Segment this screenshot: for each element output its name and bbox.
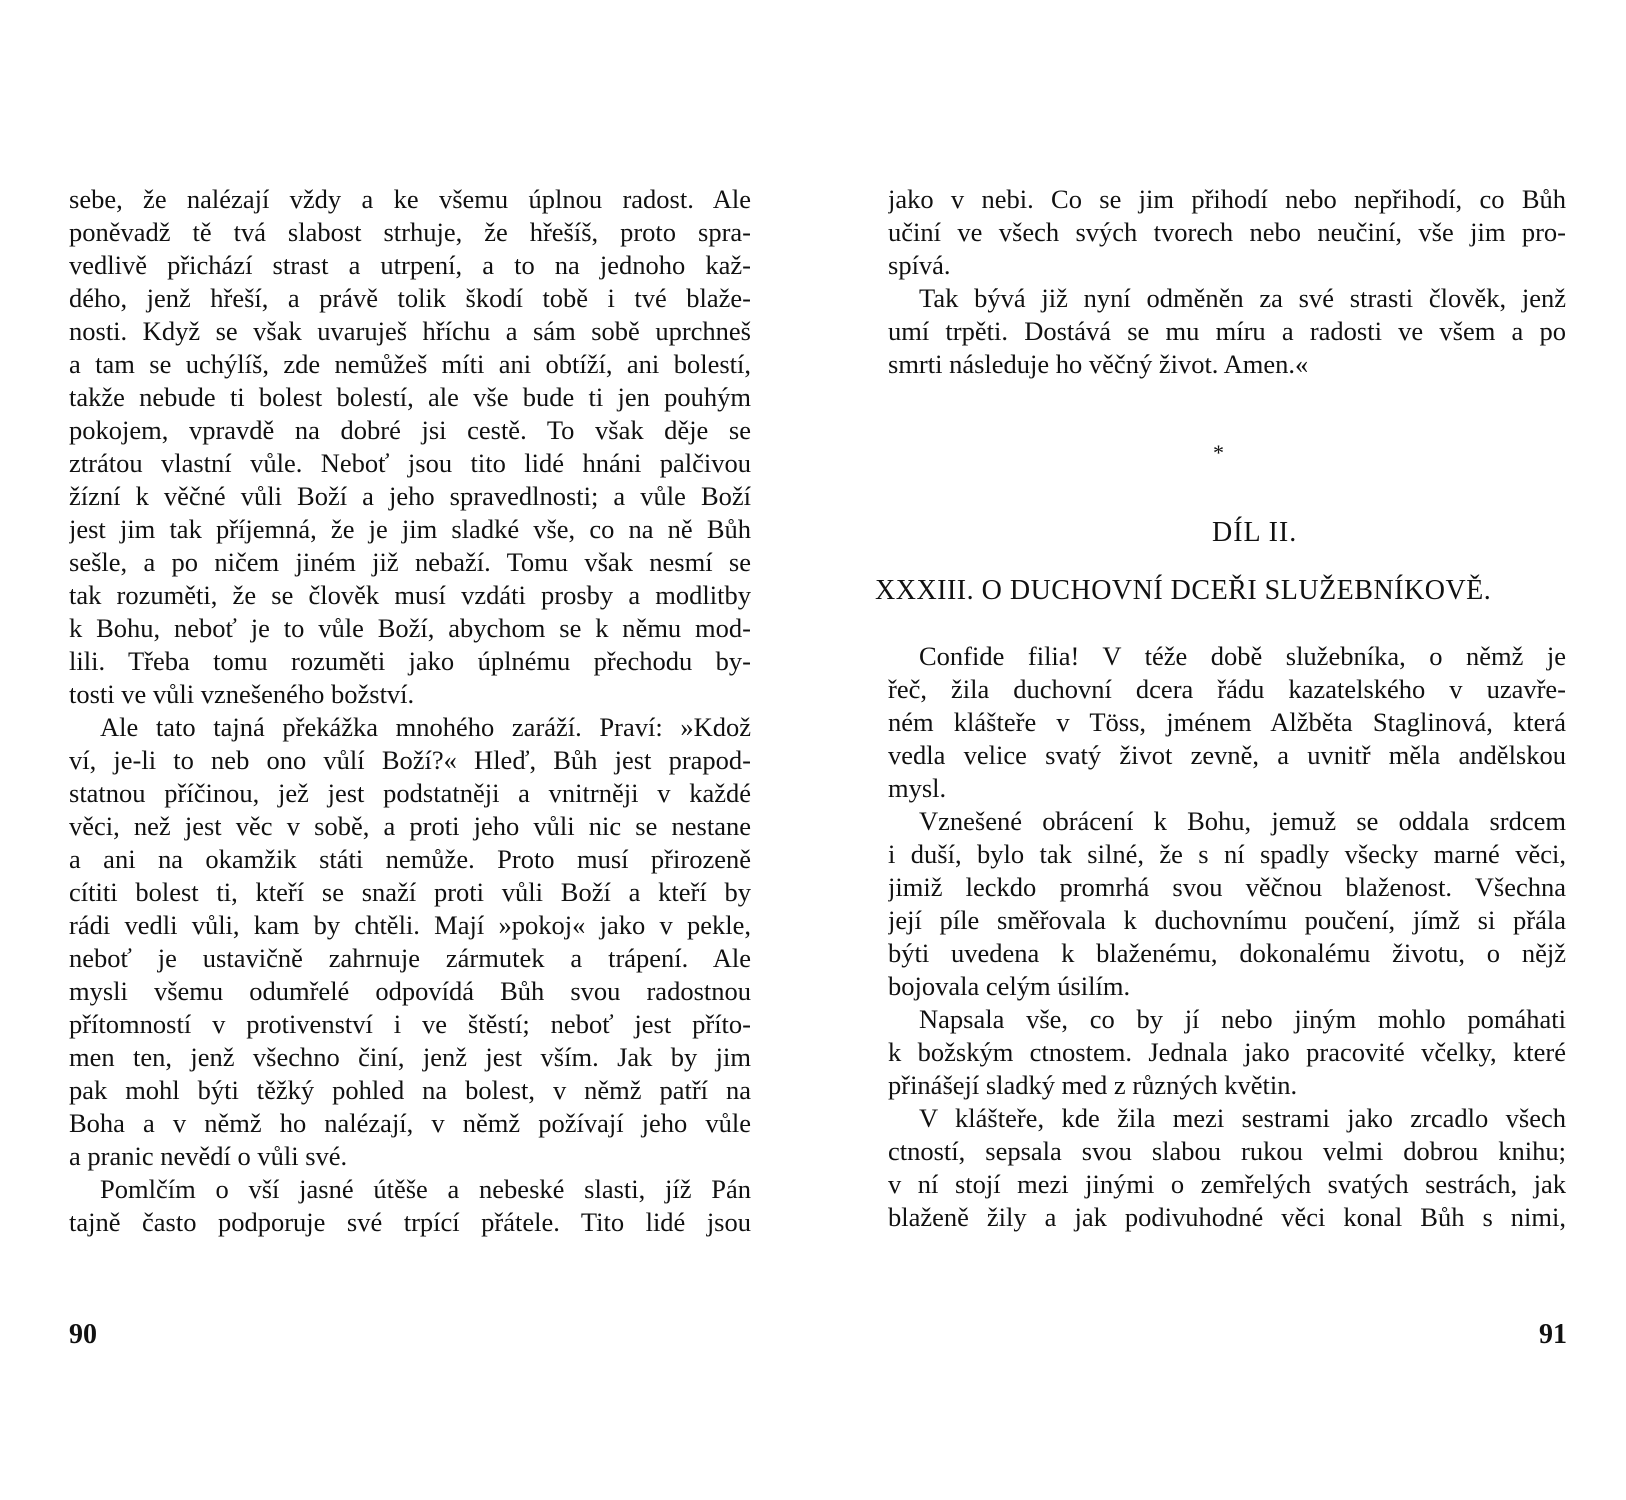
page-number: 91 bbox=[1539, 1319, 1567, 1350]
text-line: Confide filia! V téže době služebníka, o němž je bbox=[919, 641, 1566, 671]
text-line: rádi vedli vůli, kam by chtěli. Mají »pokoj« jako v pekle, bbox=[69, 910, 751, 940]
text-line: Boha a v němž ho nalézají, v němž požívají jeho vůle bbox=[69, 1108, 751, 1138]
text-line: cítiti bolest ti, kteří se snaží proti vůli Boží a kteří by bbox=[69, 877, 751, 907]
text-line: sebe, že nalézají vždy a ke všemu úplnou radost. Ale bbox=[69, 184, 751, 214]
text-line: Tak bývá již nyní odměněn za své strasti člověk, jenž bbox=[919, 283, 1566, 313]
text-line: Ale tato tajná překážka mnohého zaráží. Praví: »Kdož bbox=[100, 712, 751, 742]
text-line: a pranic nevědí o vůli své. bbox=[69, 1141, 348, 1171]
text-line: Vznešené obrácení k Bohu, jemuž se oddala srdcem bbox=[919, 806, 1566, 836]
text-line: tak rozuměti, že se člověk musí vzdáti prosby a modlitby bbox=[69, 580, 751, 610]
text-line: ném klášteře v Töss, jménem Alžběta Staglinová, která bbox=[888, 707, 1566, 737]
text-line: neboť je ustavičně zahrnuje zármutek a trápení. Ale bbox=[69, 943, 751, 973]
text-line: ví, je-li to neb ono vůlí Boží?« Hleď, Bůh jest prapod- bbox=[69, 745, 751, 775]
text-line: učiní ve všech svých tvorech nebo neučiní, vše jim pro- bbox=[888, 217, 1566, 247]
text-line: smrti následuje ho věčný život. Amen.« bbox=[888, 349, 1309, 379]
text-line: mysli všemu odumřelé odpovídá Bůh svou radostnou bbox=[69, 976, 751, 1006]
text-line: dého, jenž hřeší, a právě tolik škodí tobě i tvé blaže- bbox=[69, 283, 751, 313]
text-line: i duší, bylo tak silné, že s ní spadly všecky marné věci, bbox=[888, 839, 1566, 869]
section-ornament: * bbox=[1213, 440, 1224, 465]
part-heading: DÍL II. bbox=[1212, 517, 1298, 548]
text-line: poněvadž tě tvá slabost strhuje, že hřešíš, proto spra- bbox=[69, 217, 751, 247]
text-line: V klášteře, kde žila mezi sestrami jako zrcadlo všech bbox=[919, 1103, 1566, 1133]
text-line: pokojem, vpravdě na dobré jsi cestě. To však děje se bbox=[69, 415, 751, 445]
text-line: Napsala vše, co by jí nebo jiným mohlo pomáhati bbox=[919, 1004, 1566, 1034]
text-line: statnou příčinou, jež jest podstatněji a vnitrněji v každé bbox=[69, 778, 751, 808]
text-line: a tam se uchýlíš, zde nemůžeš míti ani obtíží, ani bolestí, bbox=[69, 349, 751, 379]
text-line: přinášejí sladký med z různých květin. bbox=[888, 1070, 1298, 1100]
text-line: přítomností v protivenství i ve štěstí; neboť jest příto- bbox=[69, 1009, 751, 1039]
text-line: umí trpěti. Dostává se mu míru a radosti ve všem a po bbox=[888, 316, 1566, 346]
text-line: ctností, sepsala svou slabou rukou velmi dobrou knihu; bbox=[888, 1136, 1566, 1166]
text-line: nosti. Když se však uvaruješ hříchu a sám sobě uprchneš bbox=[69, 316, 751, 346]
text-line: Pomlčím o vší jasné útěše a nebeské slasti, jíž Pán bbox=[100, 1174, 751, 1204]
text-line: řeč, žila duchovní dcera řádu kazatelského v uzavře- bbox=[888, 674, 1566, 704]
text-line: a ani na okamžik státi nemůže. Proto musí přirozeně bbox=[69, 844, 751, 874]
text-line: lili. Třeba tomu rozuměti jako úplnému přechodu by- bbox=[69, 646, 751, 676]
text-line: ztrátou vlastní vůle. Neboť jsou tito lidé hnáni palčivou bbox=[69, 448, 751, 478]
text-line: blaženě žily a jak podivuhodné věci konal Bůh s nimi, bbox=[888, 1202, 1566, 1232]
text-line: v ní stojí mezi jinými o zemřelých svatých sestrách, jak bbox=[888, 1169, 1566, 1199]
text-line: pak mohl býti těžký pohled na bolest, v němž patří na bbox=[69, 1075, 751, 1105]
text-line: tajně často podporuje své trpící přátele. Tito lidé jsou bbox=[69, 1207, 751, 1237]
page-number: 90 bbox=[69, 1319, 97, 1350]
right-page bbox=[813, 0, 1626, 1500]
text-line: takže nebude ti bolest bolestí, ale vše bude ti jen pouhým bbox=[69, 382, 751, 412]
text-line: jako v nebi. Co se jim přihodí nebo nepřihodí, co Bůh bbox=[888, 184, 1566, 214]
text-line: mysl. bbox=[888, 773, 947, 803]
text-line: vedla velice svatý život zevně, a uvnitř měla andělskou bbox=[888, 740, 1566, 770]
text-line: jimiž leckdo promrhá svou věčnou blaženost. Všechna bbox=[888, 872, 1566, 902]
text-line: bojovala celým úsilím. bbox=[888, 971, 1131, 1001]
text-line: men ten, jenž všechno činí, jenž jest vším. Jak by jim bbox=[69, 1042, 751, 1072]
text-line: sešle, a po ničem jiném již nebaží. Tomu však nesmí se bbox=[69, 547, 751, 577]
text-line: její píle směřovala k duchovnímu poučení, jímž si přála bbox=[888, 905, 1566, 935]
text-line: jest jim tak příjemná, že je jim sladké vše, co na ně Bůh bbox=[69, 514, 751, 544]
text-line: spívá. bbox=[888, 250, 951, 280]
text-line: tosti ve vůli vznešeného božství. bbox=[69, 679, 415, 709]
text-line: k božským ctnostem. Jednala jako pracovité včelky, které bbox=[888, 1037, 1566, 1067]
text-line: věci, než jest věc v sobě, a proti jeho vůli nic se nestane bbox=[69, 811, 751, 841]
text-line: k Bohu, neboť je to vůle Boží, abychom se k němu mod- bbox=[69, 613, 751, 643]
text-line: vedlivě přichází strast a utrpení, a to na jednoho kaž- bbox=[69, 250, 751, 280]
text-line: žízní k věčné vůli Boží a jeho spravedlnosti; a vůle Boží bbox=[69, 481, 751, 511]
text-line: býti uvedena k blaženému, dokonalému životu, o nějž bbox=[888, 938, 1566, 968]
chapter-heading: XXXIII. O DUCHOVNÍ DCEŘI SLUŽEBNÍKOVĚ. bbox=[875, 575, 1492, 606]
